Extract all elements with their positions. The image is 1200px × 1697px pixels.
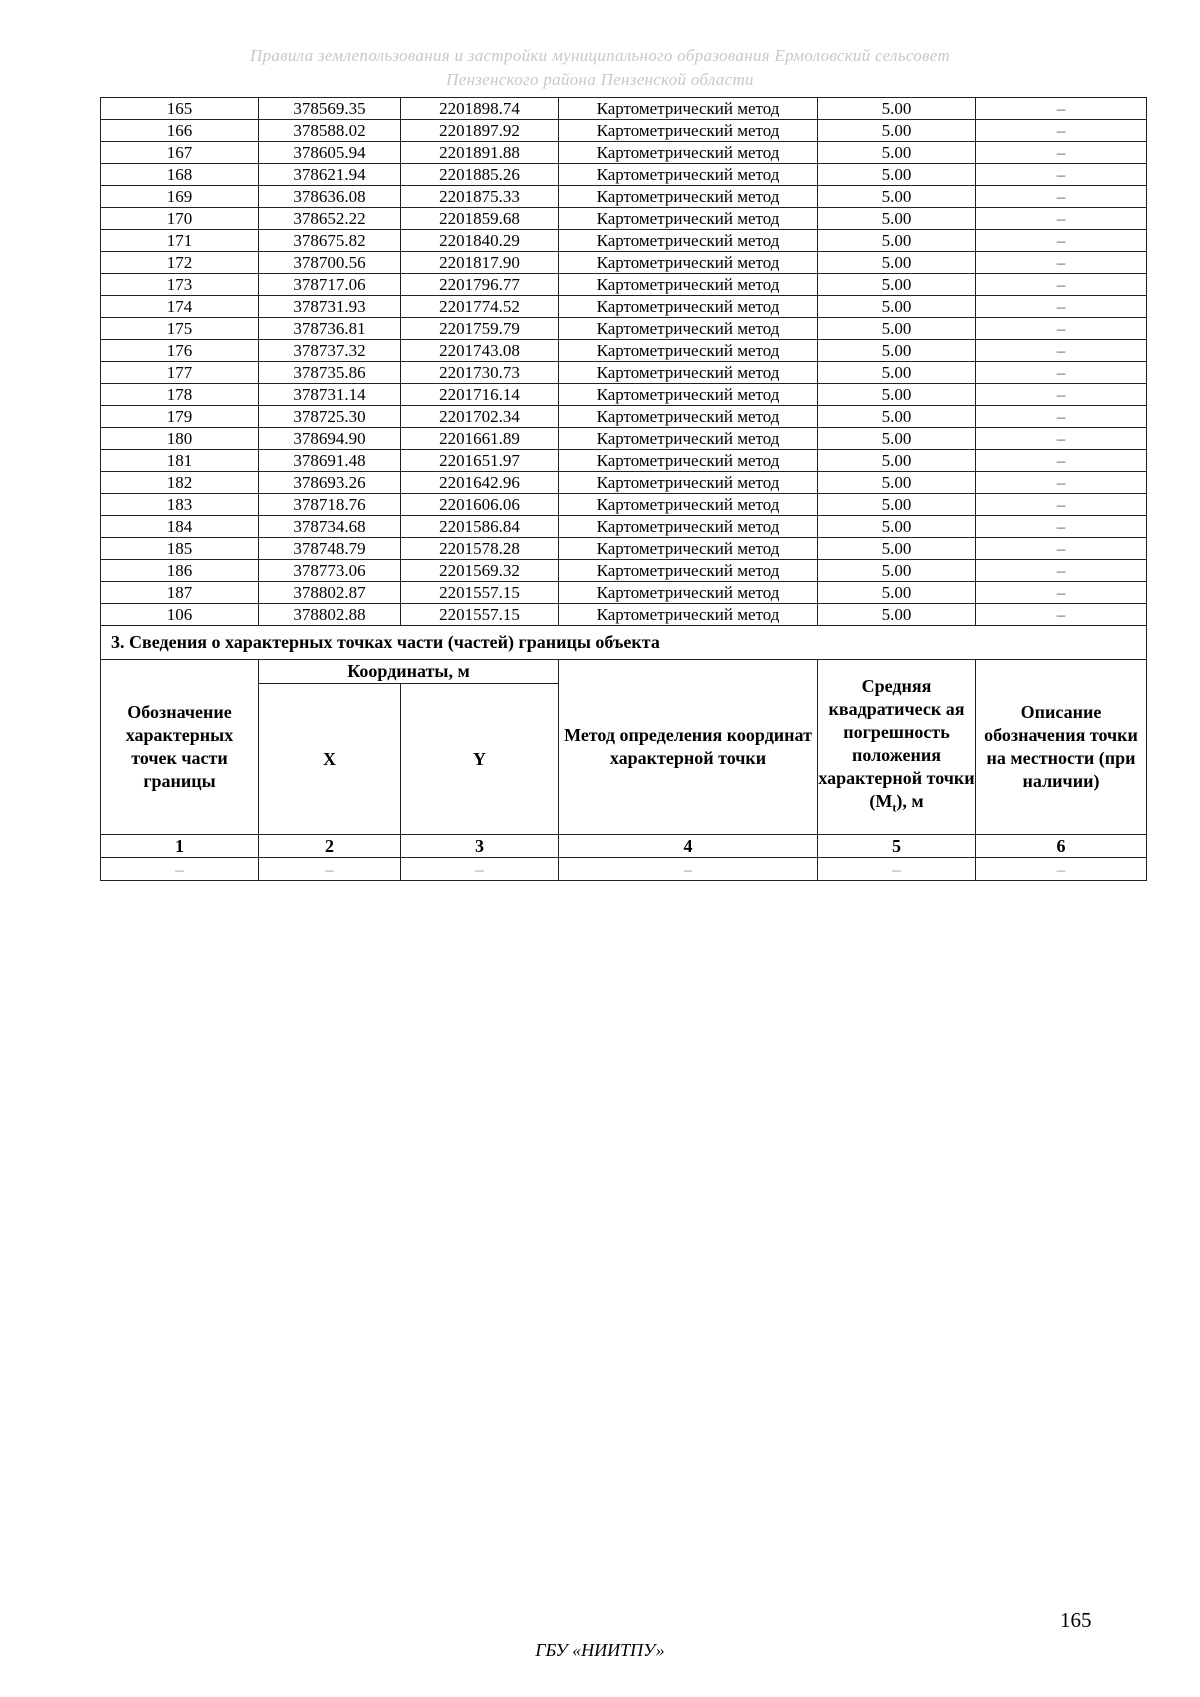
- method-cell: Картометрический метод: [559, 494, 818, 516]
- header-designation: Обозначение характерных точек части границы: [101, 660, 259, 835]
- method-cell: Картометрический метод: [559, 516, 818, 538]
- method-cell: Картометрический метод: [559, 560, 818, 582]
- description-cell: –: [976, 604, 1147, 626]
- error-cell: 5.00: [818, 362, 976, 384]
- empty-cell: –: [401, 858, 559, 881]
- section-title-row: [101, 626, 1147, 660]
- table-row: [101, 120, 1147, 142]
- method-cell: Картометрический метод: [559, 538, 818, 560]
- column-number: 6: [976, 835, 1147, 858]
- x-coordinate-cell: 378802.88: [259, 604, 401, 626]
- empty-row: [101, 858, 1147, 881]
- x-coordinate-cell: 378700.56: [259, 252, 401, 274]
- table-row: [101, 406, 1147, 428]
- table-row: [101, 538, 1147, 560]
- method-cell: Картометрический метод: [559, 450, 818, 472]
- empty-cell: –: [559, 858, 818, 881]
- header-error-text: Средняя квадратическ ая погрешность положения характерной точки (M: [818, 675, 975, 811]
- error-cell: 5.00: [818, 274, 976, 296]
- description-cell: –: [976, 120, 1147, 142]
- x-coordinate-cell: 378691.48: [259, 450, 401, 472]
- method-cell: Картометрический метод: [559, 318, 818, 340]
- y-coordinate-cell: 2201578.28: [401, 538, 559, 560]
- method-cell: Картометрический метод: [559, 362, 818, 384]
- point-id-cell: 177: [101, 362, 259, 384]
- point-id-cell: 176: [101, 340, 259, 362]
- y-coordinate-cell: 2201730.73: [401, 362, 559, 384]
- table-row: [101, 142, 1147, 164]
- method-cell: Картометрический метод: [559, 406, 818, 428]
- error-cell: 5.00: [818, 296, 976, 318]
- x-coordinate-cell: 378734.68: [259, 516, 401, 538]
- method-cell: Картометрический метод: [559, 142, 818, 164]
- table-row: [101, 362, 1147, 384]
- y-coordinate-cell: 2201875.33: [401, 186, 559, 208]
- description-cell: –: [976, 428, 1147, 450]
- point-rows: [101, 98, 1147, 626]
- method-cell: Картометрический метод: [559, 208, 818, 230]
- point-id-cell: 181: [101, 450, 259, 472]
- page-header: [0, 44, 1200, 92]
- column-number: 5: [818, 835, 976, 858]
- description-cell: –: [976, 582, 1147, 604]
- method-cell: Картометрический метод: [559, 252, 818, 274]
- page-footer: ГБУ «НИИТПУ»: [535, 1640, 665, 1660]
- table-row: [101, 318, 1147, 340]
- point-id-cell: 170: [101, 208, 259, 230]
- table-row: [101, 296, 1147, 318]
- point-id-cell: 166: [101, 120, 259, 142]
- y-coordinate-cell: 2201557.15: [401, 604, 559, 626]
- header-error-unit: ), м: [896, 790, 924, 811]
- point-id-cell: 182: [101, 472, 259, 494]
- point-id-cell: 172: [101, 252, 259, 274]
- error-cell: 5.00: [818, 164, 976, 186]
- description-cell: –: [976, 318, 1147, 340]
- point-id-cell: 184: [101, 516, 259, 538]
- x-coordinate-cell: 378731.93: [259, 296, 401, 318]
- description-cell: –: [976, 98, 1147, 120]
- y-coordinate-cell: 2201716.14: [401, 384, 559, 406]
- x-coordinate-cell: 378675.82: [259, 230, 401, 252]
- x-coordinate-cell: 378725.30: [259, 406, 401, 428]
- table-row: [101, 164, 1147, 186]
- table-row: [101, 208, 1147, 230]
- x-coordinate-cell: 378605.94: [259, 142, 401, 164]
- y-coordinate-cell: 2201586.84: [401, 516, 559, 538]
- empty-cell: –: [101, 858, 259, 881]
- error-cell: 5.00: [818, 538, 976, 560]
- y-coordinate-cell: 2201774.52: [401, 296, 559, 318]
- x-coordinate-cell: 378735.86: [259, 362, 401, 384]
- header-line-2: Пензенского района Пензенской области: [446, 70, 754, 89]
- y-coordinate-cell: 2201642.96: [401, 472, 559, 494]
- point-id-cell: 186: [101, 560, 259, 582]
- error-cell: 5.00: [818, 494, 976, 516]
- x-coordinate-cell: 378588.02: [259, 120, 401, 142]
- y-coordinate-cell: 2201702.34: [401, 406, 559, 428]
- x-coordinate-cell: 378731.14: [259, 384, 401, 406]
- point-id-cell: 171: [101, 230, 259, 252]
- error-cell: 5.00: [818, 384, 976, 406]
- y-coordinate-cell: 2201859.68: [401, 208, 559, 230]
- table-row: [101, 340, 1147, 362]
- y-coordinate-cell: 2201661.89: [401, 428, 559, 450]
- description-cell: –: [976, 252, 1147, 274]
- method-cell: Картометрический метод: [559, 296, 818, 318]
- header-method: Метод определения координат характерной точки: [559, 660, 818, 835]
- method-cell: Картометрический метод: [559, 428, 818, 450]
- x-coordinate-cell: 378737.32: [259, 340, 401, 362]
- table-row: [101, 186, 1147, 208]
- error-cell: 5.00: [818, 406, 976, 428]
- description-cell: –: [976, 142, 1147, 164]
- description-cell: –: [976, 164, 1147, 186]
- empty-cell: –: [259, 858, 401, 881]
- x-coordinate-cell: 378652.22: [259, 208, 401, 230]
- y-coordinate-cell: 2201796.77: [401, 274, 559, 296]
- description-cell: –: [976, 340, 1147, 362]
- point-id-cell: 187: [101, 582, 259, 604]
- y-coordinate-cell: 2201651.97: [401, 450, 559, 472]
- description-cell: –: [976, 538, 1147, 560]
- point-id-cell: 175: [101, 318, 259, 340]
- error-cell: 5.00: [818, 604, 976, 626]
- point-id-cell: 169: [101, 186, 259, 208]
- point-id-cell: 180: [101, 428, 259, 450]
- method-cell: Картометрический метод: [559, 274, 818, 296]
- table-row: [101, 472, 1147, 494]
- method-cell: Картометрический метод: [559, 384, 818, 406]
- point-id-cell: 167: [101, 142, 259, 164]
- error-cell: 5.00: [818, 582, 976, 604]
- empty-cell: –: [976, 858, 1147, 881]
- table-row: [101, 450, 1147, 472]
- table-row: [101, 98, 1147, 120]
- y-coordinate-cell: 2201891.88: [401, 142, 559, 164]
- x-coordinate-cell: 378636.08: [259, 186, 401, 208]
- description-cell: –: [976, 296, 1147, 318]
- table-row: [101, 604, 1147, 626]
- x-coordinate-cell: 378717.06: [259, 274, 401, 296]
- table-row: [101, 428, 1147, 450]
- x-coordinate-cell: 378569.35: [259, 98, 401, 120]
- error-cell: 5.00: [818, 142, 976, 164]
- error-cell: 5.00: [818, 230, 976, 252]
- description-cell: –: [976, 362, 1147, 384]
- x-coordinate-cell: 378736.81: [259, 318, 401, 340]
- y-coordinate-cell: 2201759.79: [401, 318, 559, 340]
- method-cell: Картометрический метод: [559, 120, 818, 142]
- error-cell: 5.00: [818, 98, 976, 120]
- x-coordinate-cell: 378621.94: [259, 164, 401, 186]
- point-id-cell: 165: [101, 98, 259, 120]
- empty-cell: –: [818, 858, 976, 881]
- description-cell: –: [976, 230, 1147, 252]
- method-cell: Картометрический метод: [559, 164, 818, 186]
- error-cell: 5.00: [818, 516, 976, 538]
- y-coordinate-cell: 2201885.26: [401, 164, 559, 186]
- x-coordinate-cell: 378802.87: [259, 582, 401, 604]
- header-x: X: [259, 684, 401, 835]
- error-cell: 5.00: [818, 340, 976, 362]
- method-cell: Картометрический метод: [559, 472, 818, 494]
- description-cell: –: [976, 274, 1147, 296]
- point-id-cell: 179: [101, 406, 259, 428]
- column-number: 1: [101, 835, 259, 858]
- error-cell: 5.00: [818, 252, 976, 274]
- point-id-cell: 178: [101, 384, 259, 406]
- table-row: [101, 560, 1147, 582]
- coordinates-table: [100, 97, 1147, 881]
- error-cell: 5.00: [818, 120, 976, 142]
- column-number: 3: [401, 835, 559, 858]
- method-cell: Картометрический метод: [559, 582, 818, 604]
- error-cell: 5.00: [818, 186, 976, 208]
- y-coordinate-cell: 2201743.08: [401, 340, 559, 362]
- section-title: 3. Сведения о характерных точках части (частей) границы объекта: [101, 626, 1147, 660]
- x-coordinate-cell: 378748.79: [259, 538, 401, 560]
- point-id-cell: 106: [101, 604, 259, 626]
- error-cell: 5.00: [818, 472, 976, 494]
- table-row: [101, 516, 1147, 538]
- method-cell: Картометрический метод: [559, 230, 818, 252]
- table-row: [101, 230, 1147, 252]
- error-cell: 5.00: [818, 208, 976, 230]
- description-cell: –: [976, 208, 1147, 230]
- description-cell: –: [976, 516, 1147, 538]
- method-cell: Картометрический метод: [559, 98, 818, 120]
- method-cell: Картометрический метод: [559, 604, 818, 626]
- header-y: Y: [401, 684, 559, 835]
- point-id-cell: 173: [101, 274, 259, 296]
- description-cell: –: [976, 494, 1147, 516]
- header-error-sub: t: [892, 800, 897, 815]
- description-cell: –: [976, 186, 1147, 208]
- description-cell: –: [976, 560, 1147, 582]
- table-row: [101, 274, 1147, 296]
- section-3: [101, 626, 1147, 881]
- error-cell: 5.00: [818, 318, 976, 340]
- error-cell: 5.00: [818, 428, 976, 450]
- table-row: [101, 384, 1147, 406]
- y-coordinate-cell: 2201569.32: [401, 560, 559, 582]
- table-row: [101, 252, 1147, 274]
- column-number: 4: [559, 835, 818, 858]
- page-number: 165: [1060, 1608, 1092, 1632]
- y-coordinate-cell: 2201557.15: [401, 582, 559, 604]
- point-id-cell: 183: [101, 494, 259, 516]
- y-coordinate-cell: 2201817.90: [401, 252, 559, 274]
- header-line-1: Правила землепользования и застройки муниципального образования Ермоловский сельсовет: [250, 46, 950, 65]
- description-cell: –: [976, 472, 1147, 494]
- method-cell: Картометрический метод: [559, 340, 818, 362]
- y-coordinate-cell: 2201606.06: [401, 494, 559, 516]
- error-cell: 5.00: [818, 450, 976, 472]
- table-row: [101, 582, 1147, 604]
- column-numbers-row: [101, 835, 1147, 858]
- column-number: 2: [259, 835, 401, 858]
- header-row-1: [101, 660, 1147, 684]
- header-coordinates: Координаты, м: [259, 660, 559, 684]
- x-coordinate-cell: 378694.90: [259, 428, 401, 450]
- x-coordinate-cell: 378718.76: [259, 494, 401, 516]
- description-cell: –: [976, 384, 1147, 406]
- description-cell: –: [976, 450, 1147, 472]
- y-coordinate-cell: 2201897.92: [401, 120, 559, 142]
- header-error: [818, 660, 976, 835]
- point-id-cell: 168: [101, 164, 259, 186]
- description-cell: –: [976, 406, 1147, 428]
- point-id-cell: 174: [101, 296, 259, 318]
- error-cell: 5.00: [818, 560, 976, 582]
- method-cell: Картометрический метод: [559, 186, 818, 208]
- x-coordinate-cell: 378693.26: [259, 472, 401, 494]
- header-description: Описание обозначения точки на местности (при наличии): [976, 660, 1147, 835]
- x-coordinate-cell: 378773.06: [259, 560, 401, 582]
- y-coordinate-cell: 2201840.29: [401, 230, 559, 252]
- point-id-cell: 185: [101, 538, 259, 560]
- table-row: [101, 494, 1147, 516]
- y-coordinate-cell: 2201898.74: [401, 98, 559, 120]
